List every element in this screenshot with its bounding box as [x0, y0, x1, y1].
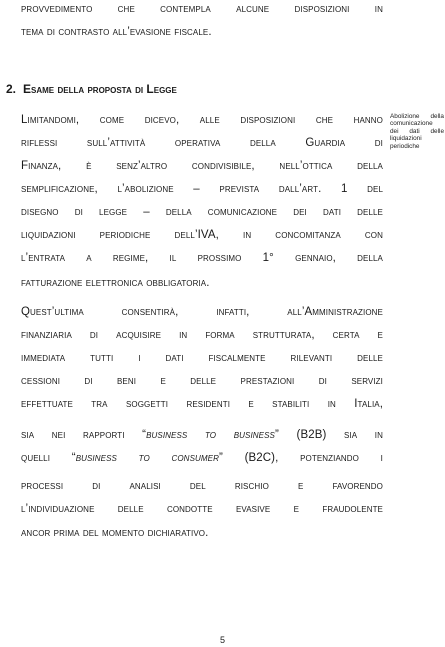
intro-line: tema di contrasto all’evasione fiscale.	[21, 26, 212, 38]
paragraph-line: riflessi sull’attività operativa della Guardia di	[21, 137, 383, 149]
section-number: 2.	[6, 82, 17, 96]
intro-line: provvedimento che contempla alcune disposizioni in	[21, 3, 383, 15]
paragraph-line: fatturazione elettronica obbligatoria.	[21, 277, 210, 289]
paragraph-line-b2b: sia nei rapporti “business to business” (B2B) sia in	[21, 429, 383, 441]
paragraph-line: effettuate tra soggetti residenti e stabiliti in Italia,	[21, 398, 383, 410]
margin-note-line: periodiche	[390, 142, 420, 150]
paragraph-line: Finanza, è senz’altro condivisibile, nell’ottica della	[21, 160, 383, 172]
paragraph-line: Quest’ultima consentirà, infatti, all’Amministrazione	[21, 306, 383, 318]
margin-note-line: Abolizione della	[390, 113, 444, 120]
paragraph-line: cessioni di beni e delle prestazioni di servizi	[21, 375, 383, 387]
paragraph-line: immediata tutti i dati fiscalmente rilevanti delle	[21, 352, 383, 364]
paragraph-line: Limitandomi, come dicevo, alle disposizioni che hanno	[21, 114, 383, 126]
paragraph-line: finanziaria di acquisire in forma strutturata, certa e	[21, 329, 383, 341]
paragraph-line: liquidazioni periodiche dell’IVA, in concomitanza con	[21, 229, 383, 241]
section-heading	[6, 82, 366, 96]
italic-term: business to consumer	[75, 452, 219, 464]
paragraph-line: ancor prima del momento dichiarativo.	[21, 527, 209, 539]
margin-note-line: liquidazioni	[390, 135, 422, 143]
paragraph-line: l’entrata a regime, il prossimo 1° gennaio, della	[21, 252, 383, 264]
section-title: Esame della proposta di Legge	[23, 82, 177, 96]
italic-term: business to business	[146, 429, 275, 441]
margin-note-line: dei dati delle	[390, 127, 444, 135]
margin-note-line: comunicazione	[390, 120, 433, 128]
paragraph-line: semplificazione, l’abolizione – prevista dall’art. 1 del	[21, 183, 383, 195]
paragraph-line: disegno di legge – della comunicazione dei dati delle	[21, 206, 383, 218]
paragraph-line: l’individuazione delle condotte evasive e fraudolente	[21, 503, 383, 515]
paragraph-line-b2c: quelli “business to consumer” (B2C), potenziando i	[21, 452, 383, 464]
margin-note	[390, 113, 444, 150]
paragraph-line: processi di analisi del rischio e favorendo	[21, 480, 383, 492]
page-number: 5	[219, 635, 225, 645]
